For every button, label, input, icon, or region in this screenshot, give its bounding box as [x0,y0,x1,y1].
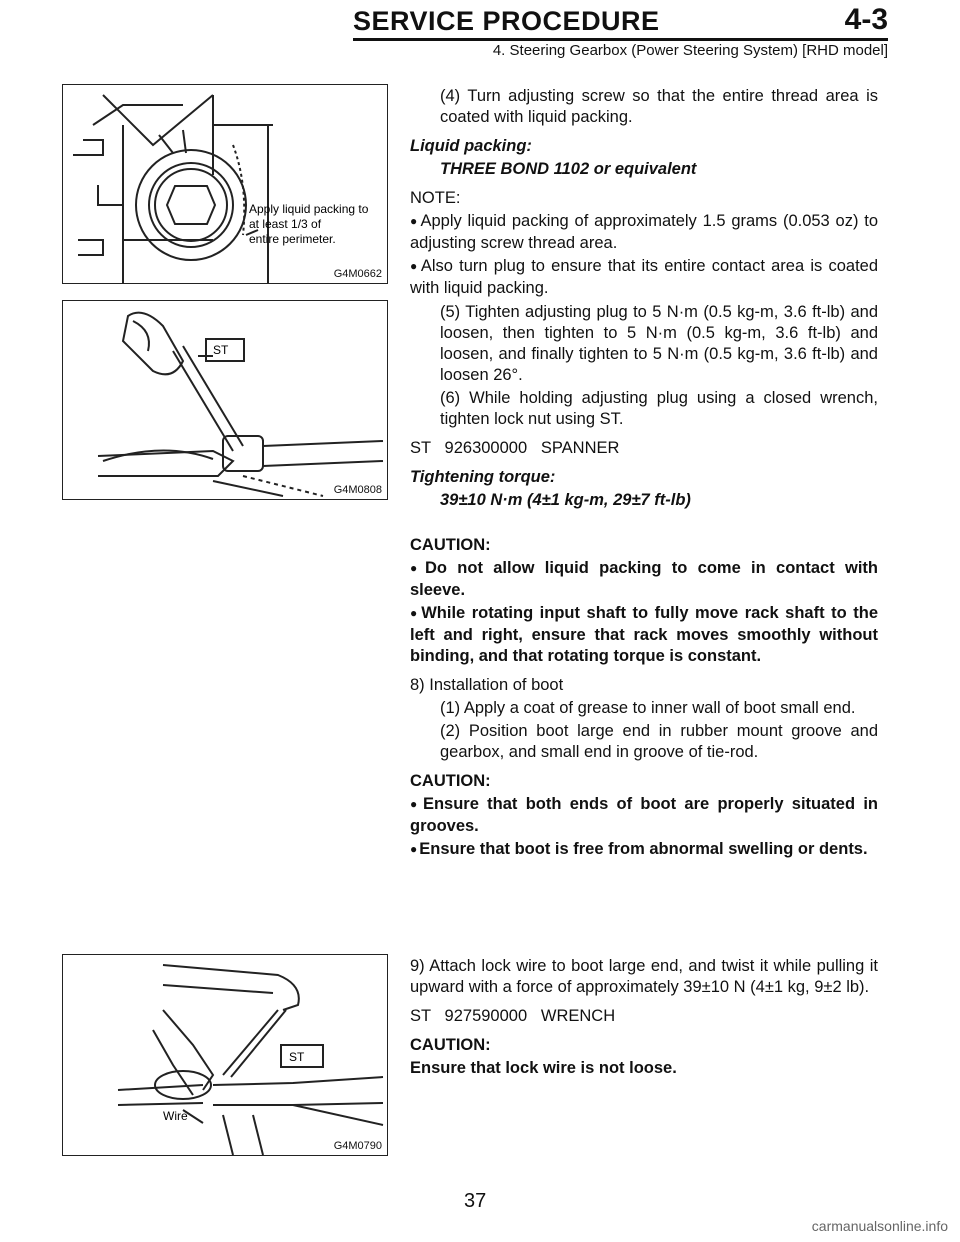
note-item-2: ● Also turn plug to ensure that its entire contact area is coated with liquid packing. [410,256,878,299]
tightening-torque-label: Tightening torque: [410,468,556,486]
text-block-3 [410,956,878,1087]
lock-wire-illustration [63,955,387,1155]
bullet-icon [410,559,425,577]
caution-text: Ensure that lock wire is not loose. [410,1059,677,1077]
step-8: 8) Installation of boot [410,676,564,694]
figure-id: G4M0790 [333,1140,382,1152]
bullet-icon [410,795,423,813]
note-item-1: ● Apply liquid packing of approximately 1.5 grams (0.053 oz) to adjusting screw thread area. [410,211,878,254]
text-block-2 [410,302,878,869]
step-4: (4) Turn adjusting screw so that the entire thread area is coated with liquid packing. [440,87,878,126]
callout-st: ST [289,1050,305,1064]
section-title: SERVICE PROCEDURE [353,6,660,36]
callout-line-2: at least 1/3 of [249,217,322,231]
page-number: 37 [464,1190,487,1212]
watermark: carmanualsonline.info [811,1218,948,1234]
callout-line-3: entire perimeter. [249,232,336,246]
caution-item: ● Ensure that boot is free from abnormal swelling or dents. [410,839,878,861]
text-block-1 [410,86,878,307]
caution-label: CAUTION: [410,536,491,554]
callout-wire: Wire [163,1109,188,1123]
figure-id: G4M0808 [333,484,382,496]
bullet-icon [410,840,419,858]
step-9: 9) Attach lock wire to boot large end, and twist it while pulling it upward with a force of approximately 39±10 N (4±1 kg, 9±2 lb). [410,957,878,996]
figure-g4m0790 [62,954,388,1156]
spanner-lock-nut-illustration [63,301,387,499]
bullet-icon [410,257,421,275]
step-8-2: (2) Position boot large end in rubber mount groove and gearbox, and small end in groove of tie-rod. [440,722,878,761]
header-rule [353,38,888,41]
caution-item: ● Ensure that both ends of boot are properly situated in grooves. [410,794,878,837]
liquid-packing-label: Liquid packing: [410,137,532,155]
gearbox-plug-illustration [63,85,387,283]
step-8-1: (1) Apply a coat of grease to inner wall of boot small end. [440,699,856,717]
tightening-torque-value: 39±10 N·m (4±1 kg-m, 29±7 ft-lb) [440,491,691,509]
figure-g4m0662 [62,84,388,284]
figure-g4m0808 [62,300,388,500]
caution-label: CAUTION: [410,1036,491,1054]
section-number: 4-3 [844,3,888,36]
special-tool-1: ST 926300000 SPANNER [410,439,620,457]
special-tool-2: ST 927590000 WRENCH [410,1007,616,1025]
section-subtitle: 4. Steering Gearbox (Power Steering System) [RHD model] [492,42,888,59]
callout-line-1: Apply liquid packing to [249,202,369,216]
bullet-icon [410,604,421,622]
page-header [0,0,960,62]
caution-item: ● Do not allow liquid packing to come in contact with sleeve. [410,558,878,601]
step-5: (5) Tighten adjusting plug to 5 N·m (0.5 kg-m, 3.6 ft-lb) and loosen, then tighten to 5 N·m (0.5 kg-m, 3.6 ft-lb) and loosen, and finally tighten to 5 N·m (0.5 kg-m, 3.6 ft-lb) and loosen 26°. [440,303,878,384]
caution-item: ● While rotating input shaft to fully move rack shaft to the left and right, ensure that rack moves smoothly without binding, and that rotating torque is constant. [410,603,878,667]
step-6: (6) While holding adjusting plug using a closed wrench, tighten lock nut using ST. [440,389,878,428]
callout-st: ST [213,343,229,357]
figure-id: G4M0662 [333,268,382,280]
note-label: NOTE: [410,189,461,207]
caution-label: CAUTION: [410,772,491,790]
bullet-icon [410,212,420,230]
liquid-packing-value: THREE BOND 1102 or equivalent [440,160,697,178]
